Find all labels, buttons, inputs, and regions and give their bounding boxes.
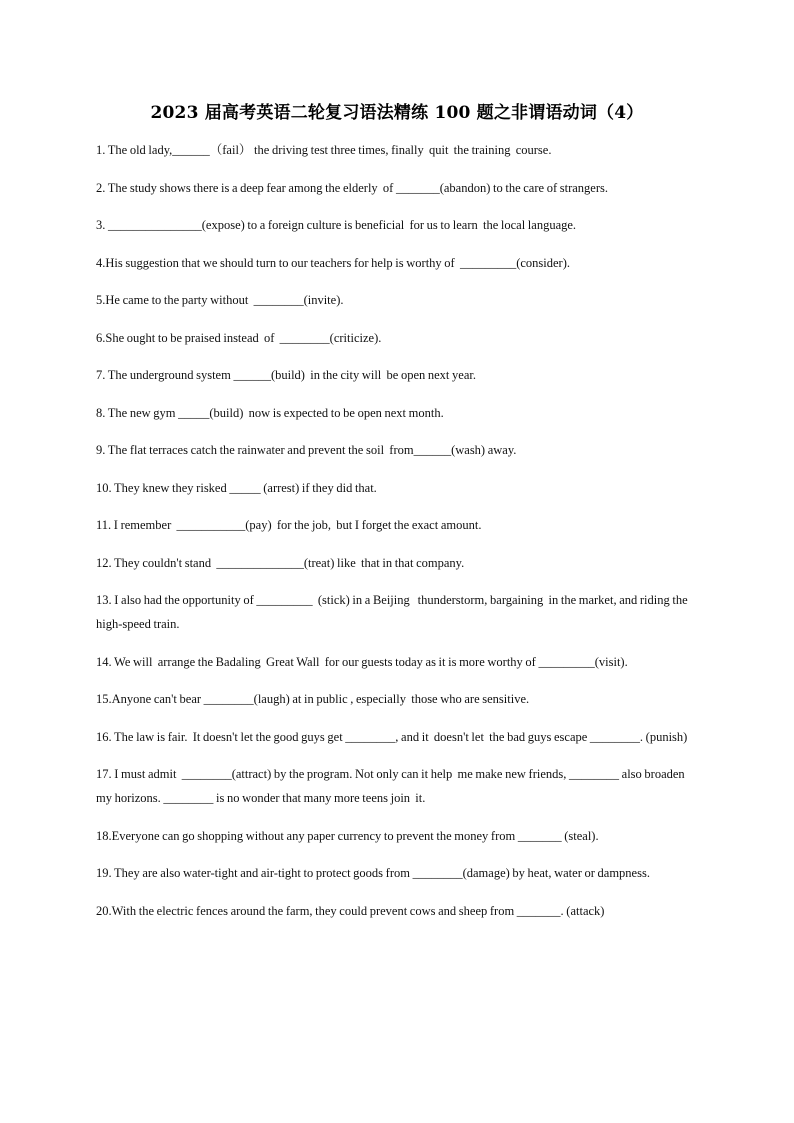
- question-19: 19. They are also water-tight and air-tight to protect goods from ________(damage) by heat, water or dampness.: [96, 866, 650, 880]
- question-6: 6.She ought to be praised instead of ________(criticize).: [96, 330, 382, 345]
- question-8: 8. The new gym _____(build) now is expected to be open next month.: [96, 405, 444, 420]
- question-1: 1. The old lady,______（fail） the driving test three times, finally quit the training course.: [96, 143, 552, 157]
- question-7: 7. The underground system ______(build) in the city will be open next year.: [96, 368, 476, 382]
- question-5: 5.He came to the party without ________(invite).: [96, 293, 344, 307]
- question-15: 15.Anyone can't bear ________(laugh) at in public , especially those who are sensitive.: [96, 692, 530, 706]
- question-list: [96, 138, 702, 936]
- question-10: 10. They knew they risked _____ (arrest) if they did that.: [96, 480, 377, 495]
- question-12: 12. They couldn't stand ______________(treat) like that in that company.: [96, 555, 465, 570]
- question-14: 14. We will arrange the Badaling Great Wall for our guests today as it is more worthy of _________(visit).: [96, 654, 628, 669]
- question-4: 4.His suggestion that we should turn to our teachers for help is worthy of _________(consider).: [96, 255, 571, 270]
- question-9: 9. The flat terraces catch the rainwater and prevent the soil from______(wash) away.: [96, 443, 517, 457]
- question-17: 17. I must admit ________(attract) by the program. Not only can it help me make new friends, ________ also broaden my horizons. ________ is no wonder that many more teens join it.: [96, 767, 688, 805]
- question-16: 16. The law is fair. It doesn't let the good guys get ________, and it doesn't let the bad guys escape ________. (punish): [96, 729, 688, 744]
- question-2: 2. The study shows there is a deep fear among the elderly of _______(abandon) to the care of strangers.: [96, 180, 608, 195]
- page-title: 2023 届高考英语二轮复习语法精练 100 题之非谓语动词（4）: [150, 103, 644, 123]
- question-18: 18.Everyone can go shopping without any paper currency to prevent the money from _______ (steal).: [96, 828, 599, 843]
- question-13: 13. I also had the opportunity of _________ (stick) in a Beijing thunderstorm, bargaining in the market, and riding the high-speed train.: [96, 593, 691, 631]
- question-3: 3. _______________(expose) to a foreign culture is beneficial for us to learn the local language.: [96, 218, 577, 232]
- question-20: 20.With the electric fences around the farm, they could prevent cows and sheep from _______. (attack): [96, 903, 605, 918]
- question-11: 11. I remember ___________(pay) for the job, but I forget the exact amount.: [96, 518, 482, 532]
